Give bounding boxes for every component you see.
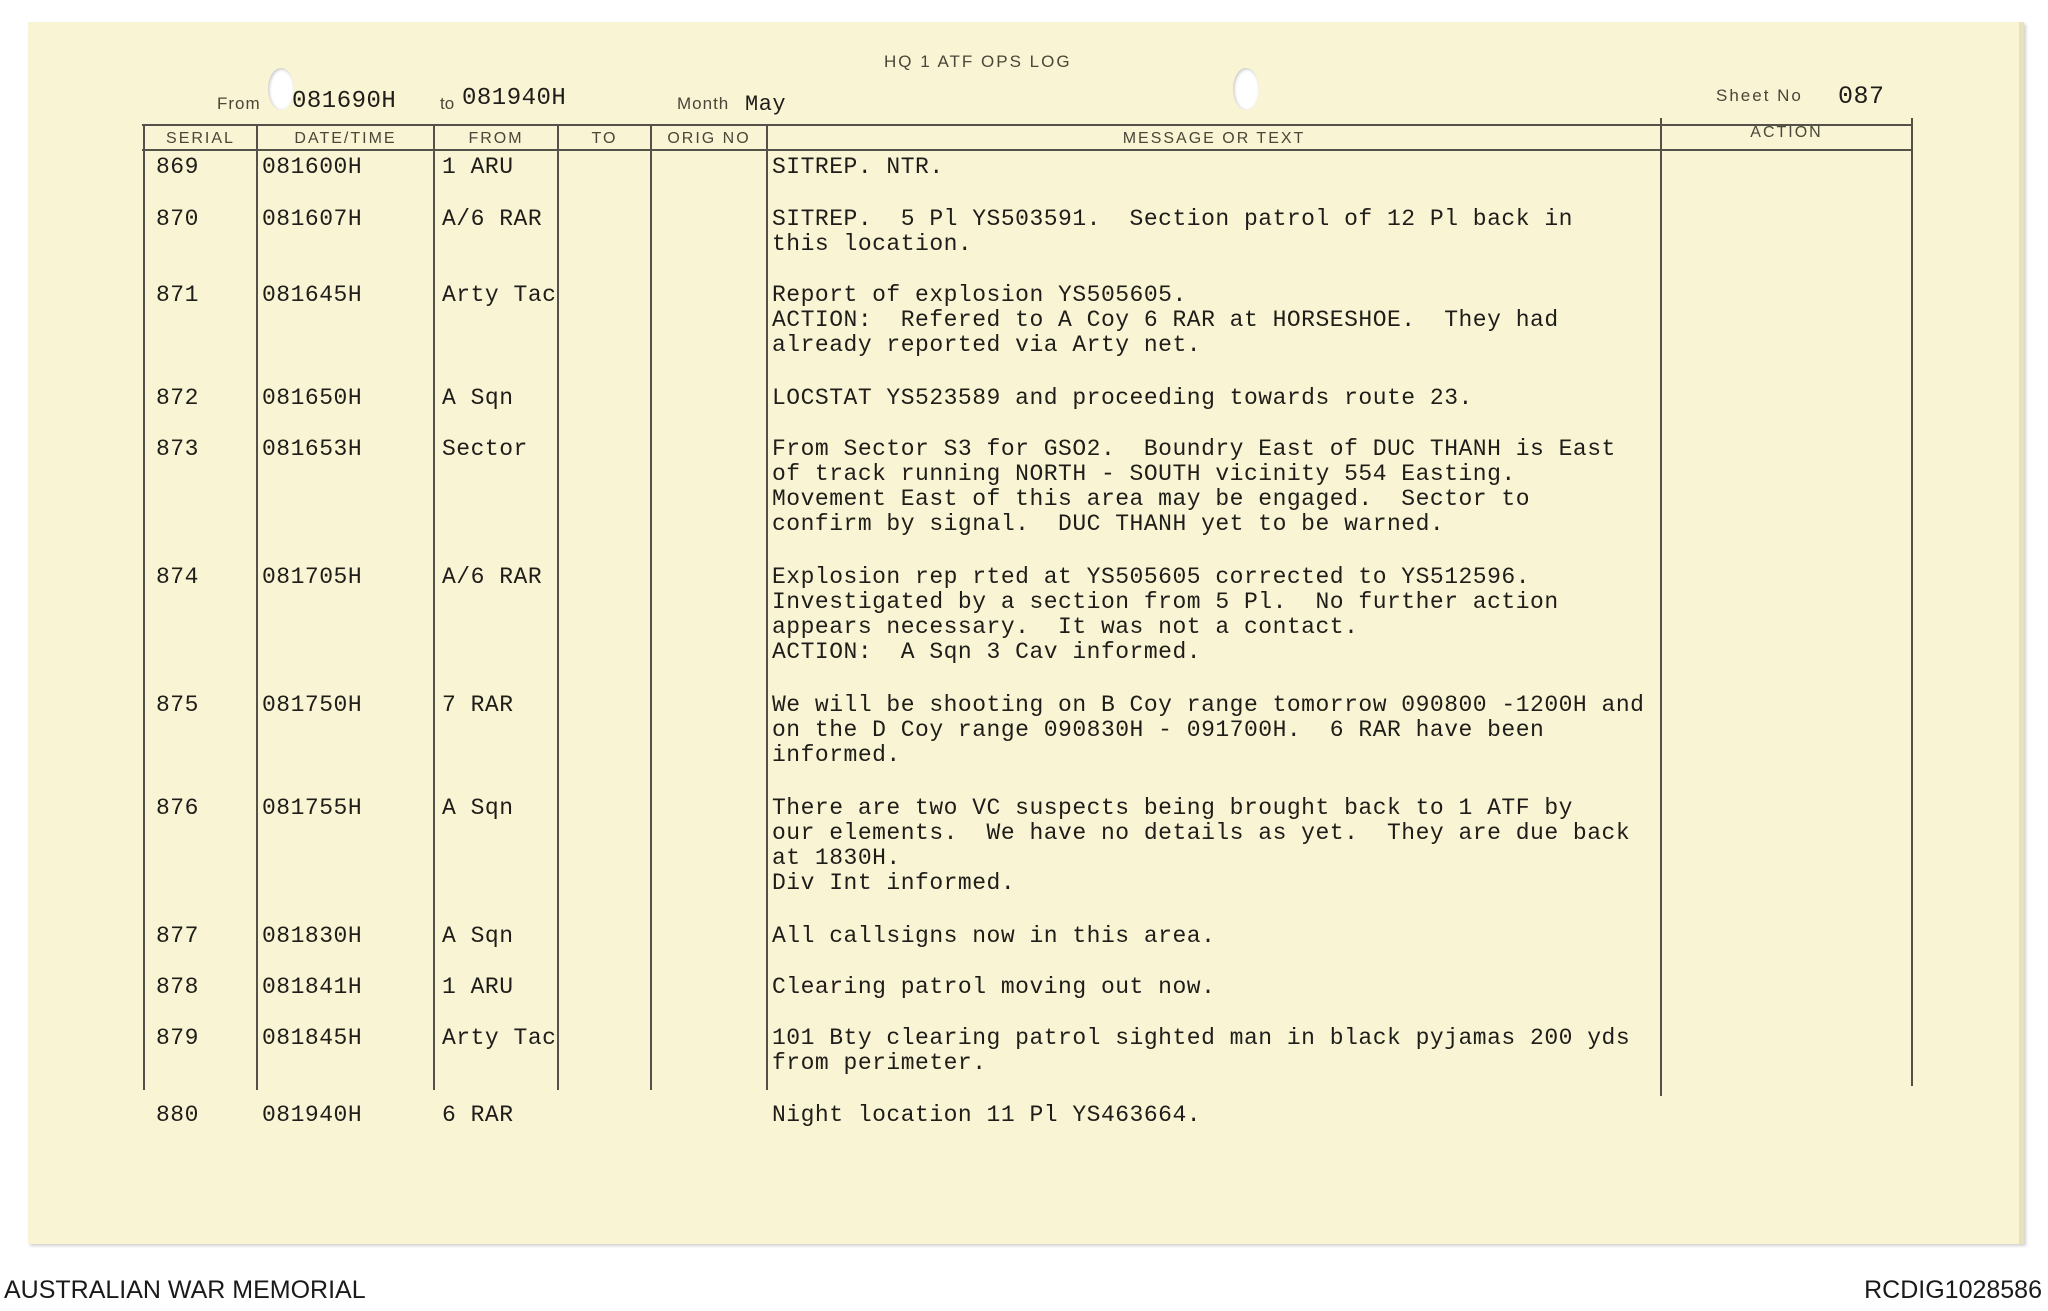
datetime-cell: 081645H — [262, 282, 363, 308]
message-cell: We will be shooting on B Coy range tomorrow 090800 -1200H and on the D Coy range 090830H - 091700H. 6 RAR have been informed. — [772, 692, 1645, 768]
datetime-cell: 081600H — [262, 154, 363, 180]
from-cell: Sector — [442, 436, 528, 462]
col-header-action: ACTION — [1750, 124, 1823, 141]
from-cell: 1 ARU — [442, 974, 514, 1000]
message-cell: SITREP. NTR. — [772, 154, 944, 180]
from-value: 081690H — [292, 88, 397, 115]
col-header-serial: SERIAL — [166, 130, 235, 147]
message-cell: SITREP. 5 Pl YS503591. Section patrol of 12 Pl back in this location. — [772, 206, 1573, 257]
serial-cell: 874 — [156, 564, 199, 590]
message-cell: 101 Bty clearing patrol sighted man in black pyjamas 200 yds from perimeter. — [772, 1025, 1631, 1076]
message-cell: LOCSTAT YS523589 and proceeding towards route 23. — [772, 385, 1473, 411]
col-header-datetime: DATE/TIME — [294, 130, 397, 147]
from-cell: 7 RAR — [442, 692, 514, 718]
datetime-cell: 081940H — [262, 1102, 363, 1128]
serial-cell: 872 — [156, 385, 199, 411]
col-header-to: TO — [591, 130, 618, 147]
serial-cell: 876 — [156, 795, 199, 821]
table-top-rule — [142, 124, 1912, 126]
message-cell: From Sector S3 for GSO2. Boundry East of DUC THANH is East of track running NORTH - SOUTH vicinity 554 Easting. Movement East of this area may be engaged. Sector to confirm by signal. DUC THANH yet to be warned. — [772, 436, 1616, 537]
from-cell: Arty Tac — [442, 1025, 557, 1051]
serial-cell: 870 — [156, 206, 199, 232]
from-cell: A/6 RAR — [442, 206, 543, 232]
datetime-cell: 081845H — [262, 1025, 363, 1051]
col-header-message: MESSAGE OR TEXT — [1122, 130, 1306, 147]
message-cell: All callsigns now in this area. — [772, 923, 1216, 949]
col-header-orig: ORIG NO — [667, 130, 751, 147]
punch-hole-left — [268, 68, 294, 110]
col-rule-left — [143, 124, 145, 1090]
serial-cell: 873 — [156, 436, 199, 462]
month-label: Month — [677, 94, 730, 113]
col-rule-serial — [256, 124, 258, 1090]
from-label: From — [217, 94, 261, 113]
col-rule-right — [1911, 118, 1913, 1086]
from-cell: A/6 RAR — [442, 564, 543, 590]
serial-cell: 878 — [156, 974, 199, 1000]
serial-cell: 869 — [156, 154, 199, 180]
sheet-number: 087 — [1838, 82, 1885, 111]
col-rule-from — [557, 124, 559, 1090]
from-cell: A Sqn — [442, 795, 514, 821]
message-cell: Report of explosion YS505605. ACTION: Refered to A Coy 6 RAR at HORSESHOE. They had already reported via Arty net. — [772, 282, 1559, 358]
to-value: 081940H — [462, 85, 567, 112]
datetime-cell: 081841H — [262, 974, 363, 1000]
from-cell: 6 RAR — [442, 1102, 514, 1128]
archive-reference: RCDIG1028586 — [1864, 1276, 2042, 1304]
col-rule-datetime — [433, 124, 435, 1090]
from-cell: A Sqn — [442, 385, 514, 411]
datetime-cell: 081653H — [262, 436, 363, 462]
datetime-cell: 081830H — [262, 923, 363, 949]
table-header-rule — [142, 149, 1912, 151]
message-cell: Clearing patrol moving out now. — [772, 974, 1216, 1000]
datetime-cell: 081755H — [262, 795, 363, 821]
message-cell: There are two VC suspects being brought back to 1 ATF by our elements. We have no details as yet. They are due back at 1830H. Div Int informed. — [772, 795, 1631, 896]
serial-cell: 880 — [156, 1102, 199, 1128]
col-header-from: FROM — [468, 130, 524, 147]
sheet-label: Sheet No — [1716, 86, 1803, 105]
month-value: May — [745, 92, 787, 117]
datetime-cell: 081607H — [262, 206, 363, 232]
datetime-cell: 081705H — [262, 564, 363, 590]
from-cell: 1 ARU — [442, 154, 514, 180]
serial-cell: 879 — [156, 1025, 199, 1051]
serial-cell: 875 — [156, 692, 199, 718]
from-cell: Arty Tac — [442, 282, 557, 308]
col-rule-orig — [766, 124, 768, 1090]
to-label: to — [440, 94, 455, 113]
archive-credit: AUSTRALIAN WAR MEMORIAL — [4, 1276, 366, 1304]
log-title: HQ 1 ATF OPS LOG — [884, 52, 1072, 71]
from-cell: A Sqn — [442, 923, 514, 949]
col-rule-to — [650, 124, 652, 1090]
col-rule-message — [1660, 118, 1662, 1096]
punch-hole-right — [1233, 68, 1259, 110]
serial-cell: 877 — [156, 923, 199, 949]
datetime-cell: 081650H — [262, 385, 363, 411]
message-cell: Night location 11 Pl YS463664. — [772, 1102, 1202, 1128]
serial-cell: 871 — [156, 282, 199, 308]
datetime-cell: 081750H — [262, 692, 363, 718]
message-cell: Explosion rep rted at YS505605 corrected to YS512596. Investigated by a section from 5 Pl. No further action appears necessary. It was not a contact. ACTION: A Sqn 3 Cav informed. — [772, 564, 1559, 665]
